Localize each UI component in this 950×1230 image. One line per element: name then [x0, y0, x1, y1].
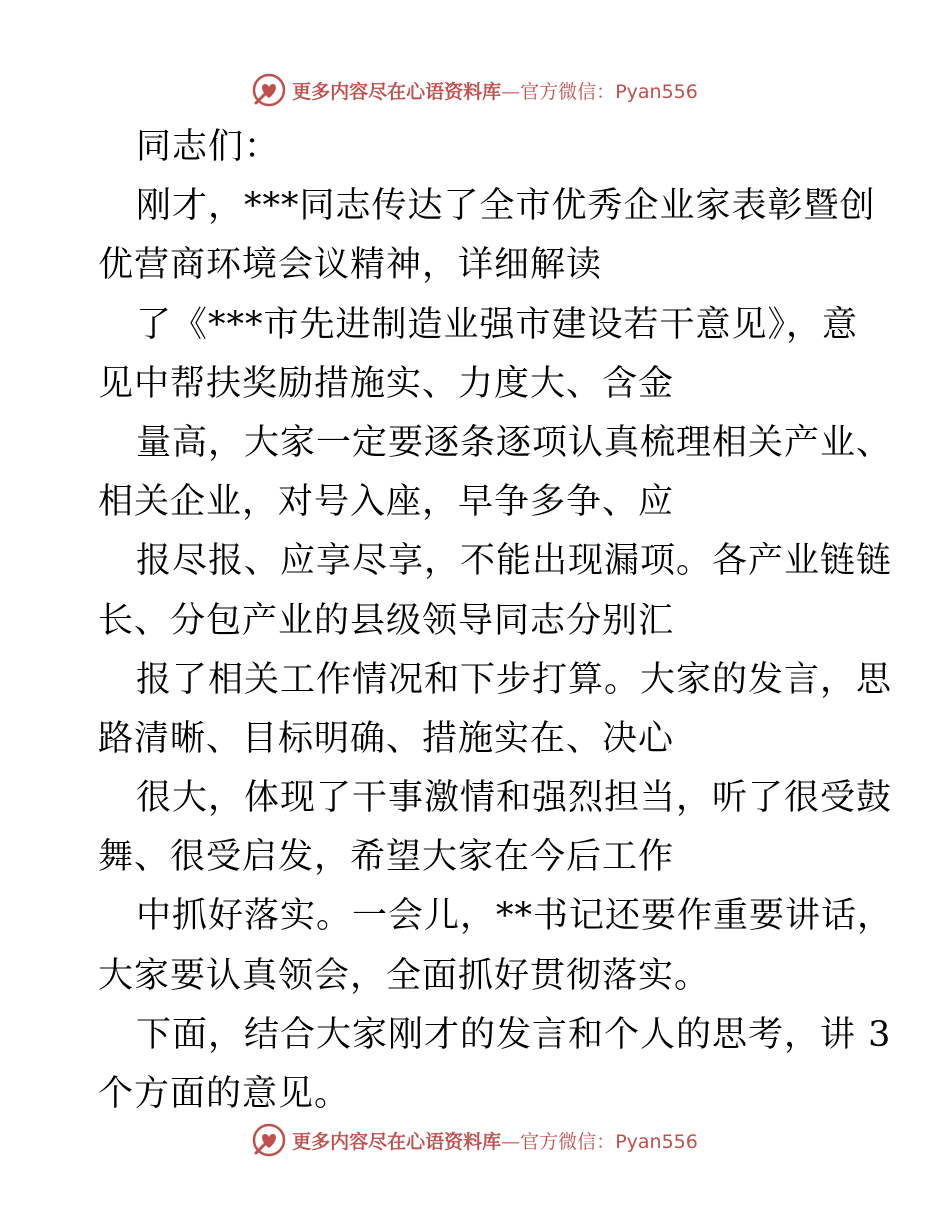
- paragraph-line: 个方面的意见。: [98, 1074, 351, 1114]
- header-contact-id: Pyan556: [615, 80, 698, 103]
- paragraph-line: 见中帮扶奖励措施实、力度大、含金: [98, 363, 675, 404]
- footer-separator: —: [501, 1130, 521, 1153]
- paragraph-line: 路清晰、目标明确、措施实在、决心: [98, 718, 675, 759]
- paragraph-line: 相关企业，对号入座，早争多争、应: [98, 482, 675, 523]
- header-banner-text: [292, 77, 698, 104]
- paragraph-line: 量高，大家一定要逐条逐项认真梳理相关产业、: [136, 422, 893, 463]
- header-contact-label: 官方微信：: [520, 80, 616, 103]
- footer-brand: 更多内容尽在心语资料库: [292, 1130, 502, 1153]
- document-body: [98, 118, 894, 1124]
- paragraph-line: 同志们：: [136, 127, 281, 167]
- paragraph-line: 舞、很受启发，希望大家在今后工作: [98, 837, 675, 878]
- paragraph-line: 中抓好落实。一会儿，**书记还要作重要讲话，: [136, 896, 894, 937]
- footer-banner-text: [292, 1127, 698, 1154]
- paragraph-line: 刚才，***同志传达了全市优秀企业家表彰暨创: [136, 186, 876, 227]
- heart-pen-logo-icon: [252, 73, 286, 107]
- footer-banner: [0, 1120, 950, 1160]
- paragraph-line: 优营商环境会议精神，详细解读: [98, 245, 603, 286]
- paragraph-line: 长、分包产业的县级领导同志分别汇: [98, 600, 675, 641]
- paragraph-line: 报了相关工作情况和下步打算。大家的发言，思: [136, 659, 893, 700]
- footer-contact-id: Pyan556: [615, 1130, 698, 1153]
- heart-pen-logo-icon: [252, 1123, 286, 1157]
- header-separator: —: [501, 80, 521, 103]
- paragraph-line: 下面，结合大家刚才的发言和个人的思考，讲 3: [136, 1014, 892, 1055]
- paragraph-line: 大家要认真领会，全面抓好贯彻落实。: [98, 955, 711, 996]
- paragraph-line: 了《***市先进制造业强市建设若干意见》，意: [136, 304, 859, 345]
- header-banner: [0, 70, 950, 110]
- paragraph-line: 很大，体现了干事激情和强烈担当，听了很受鼓: [136, 778, 893, 819]
- footer-contact-label: 官方微信：: [520, 1130, 616, 1153]
- header-brand: 更多内容尽在心语资料库: [292, 80, 502, 103]
- paragraph-line: 报尽报、应享尽享，不能出现漏项。各产业链链: [136, 541, 893, 582]
